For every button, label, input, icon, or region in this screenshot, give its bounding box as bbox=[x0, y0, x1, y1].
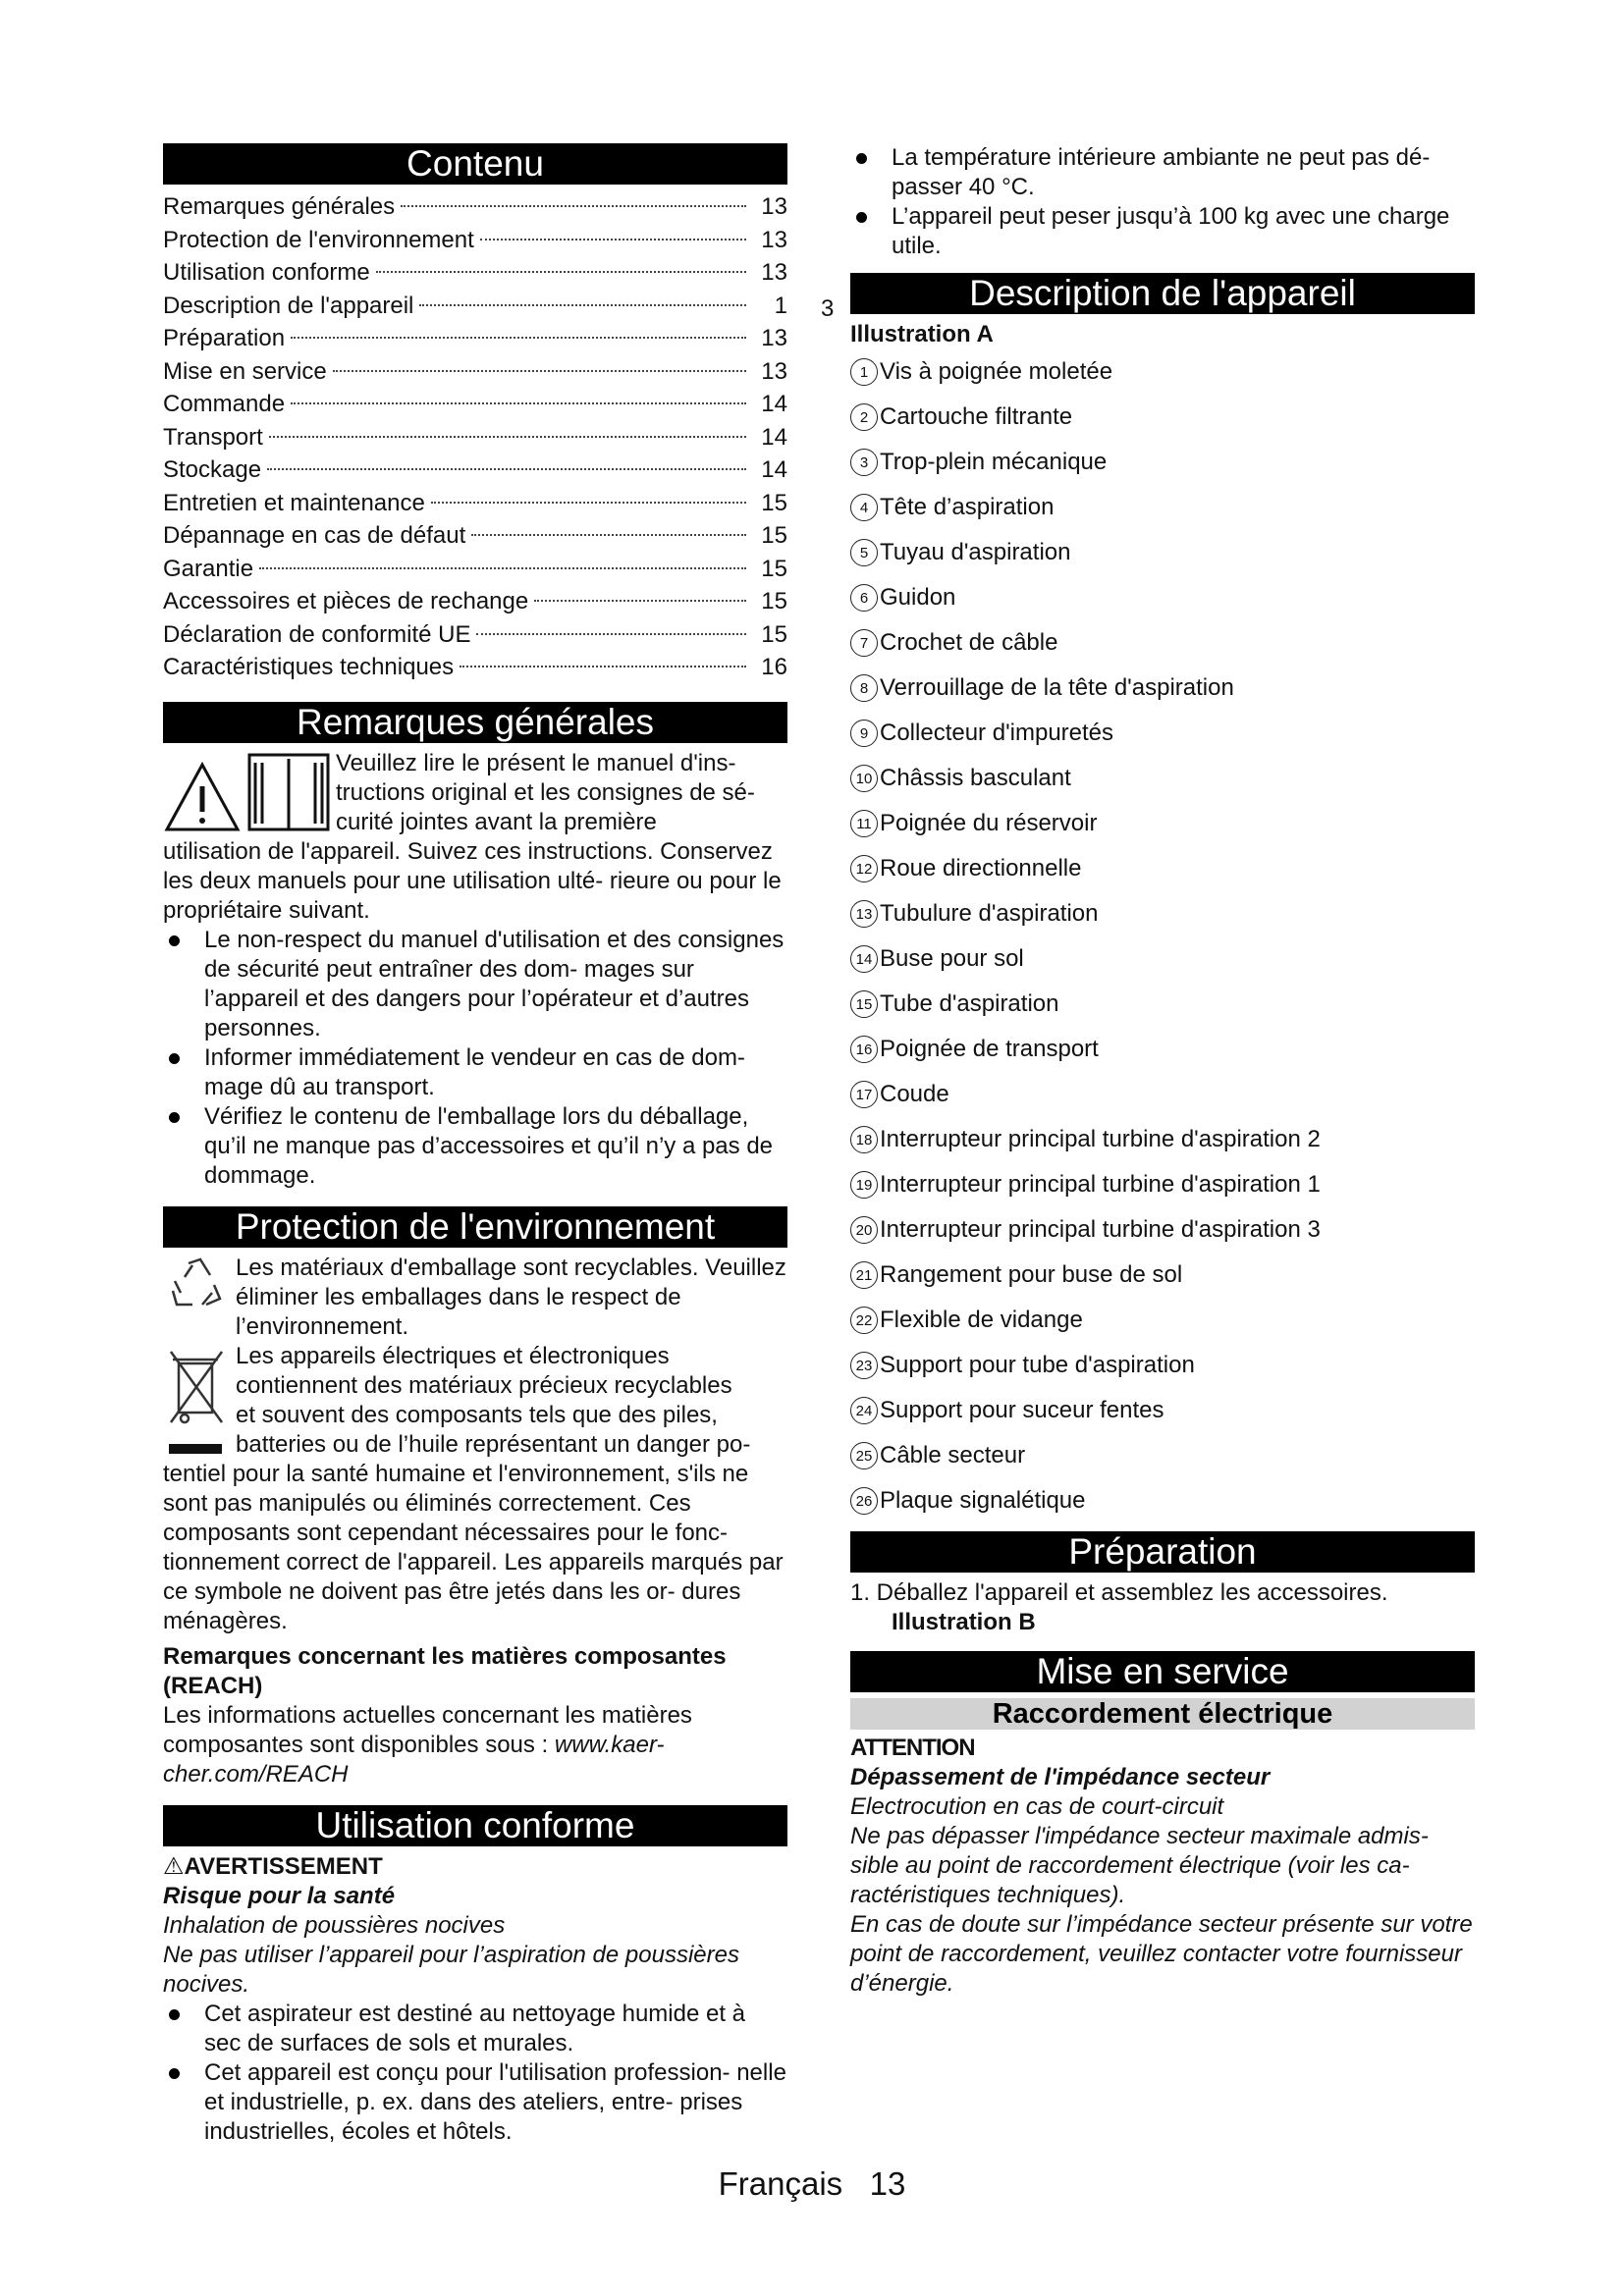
toc-entry-page: 14 bbox=[761, 456, 787, 483]
toc-leader-dots bbox=[460, 666, 746, 667]
toc-entry[interactable] bbox=[163, 553, 787, 586]
risk-title: Risque pour la santé bbox=[163, 1882, 396, 1909]
list-item: Cet appareil est conçu pour l'utilisation profession- nelle et industrielle, p. ex. dans des ateliers, entre- prises industrielles, écoles et hôtels. bbox=[163, 2058, 787, 2147]
toc-heading: Contenu bbox=[163, 143, 787, 185]
reach-text bbox=[163, 1701, 787, 1789]
component-number: 4 bbox=[850, 494, 878, 521]
component-label: Guidon bbox=[880, 584, 956, 611]
toc-leader-dots bbox=[476, 633, 746, 635]
toc-entry-page: 15 bbox=[761, 555, 787, 582]
weee-line-4: batteries ou de l’huile représentant un danger po- bbox=[236, 1430, 751, 1458]
component-number: 5 bbox=[850, 539, 878, 566]
component-item bbox=[850, 846, 1475, 891]
packaging-text: Les matériaux d'emballage sont recyclables. Veuillez éliminer les emballages dans le respect de l’environnement. bbox=[236, 1254, 786, 1340]
component-label: Buse pour sol bbox=[880, 945, 1024, 972]
toc-leader-dots bbox=[269, 436, 746, 438]
risk-cause: Inhalation de poussières nocives bbox=[163, 1911, 506, 1939]
component-item bbox=[850, 1298, 1475, 1343]
component-item bbox=[850, 1117, 1475, 1162]
attention-cause: Electrocution en cas de court-circuit bbox=[850, 1793, 1224, 1820]
toc-entry[interactable] bbox=[163, 388, 787, 421]
component-label: Vis à poignée moletée bbox=[880, 358, 1113, 385]
environment-heading: Protection de l'environnement bbox=[163, 1206, 787, 1248]
attention-text-1: Ne pas dépasser l'impédance secteur maximale admis- sible au point de raccordement électrique (voir les ca- ractéristiques techniques). bbox=[850, 1823, 1429, 1908]
component-item bbox=[850, 1162, 1475, 1207]
toc-entry-page: 13 bbox=[761, 226, 787, 253]
component-number: 23 bbox=[850, 1352, 878, 1379]
toc-entry-title: Stockage bbox=[163, 456, 262, 483]
reach-link[interactable]: www.kaer- cher.com/REACH bbox=[163, 1731, 665, 1788]
toc-entry[interactable] bbox=[163, 290, 787, 323]
illustration-b-label: Illustration B bbox=[892, 1609, 1036, 1635]
right-column bbox=[850, 143, 1475, 1999]
attention-label: ATTENTION bbox=[850, 1735, 975, 1761]
toc-entry[interactable] bbox=[163, 224, 787, 257]
list-item: La température intérieure ambiante ne peut pas dé- passer 40 °C. bbox=[850, 143, 1475, 202]
toc-entry-page: 15 bbox=[761, 620, 787, 648]
component-label: Poignée du réservoir bbox=[880, 810, 1098, 836]
component-number: 6 bbox=[850, 584, 878, 612]
toc-entry-title: Préparation bbox=[163, 325, 286, 351]
toc-entry-page: 14 bbox=[761, 423, 787, 451]
general-intro-line-1: Veuillez lire le présent le manuel d'ins- bbox=[336, 749, 736, 776]
weee-line-3: et souvent des composants tels que des piles, bbox=[236, 1401, 718, 1428]
toc-entry-page: 1 bbox=[774, 292, 787, 319]
component-label: Verrouillage de la tête d'aspiration bbox=[880, 674, 1234, 701]
list-item: Vérifiez le contenu de l'emballage lors du déballage, qu’il ne manque pas d’accessoires et qu’il n’y a pas de dommage. bbox=[163, 1102, 787, 1191]
illustration-a-label: Illustration A bbox=[850, 321, 994, 347]
component-label: Cartouche filtrante bbox=[880, 403, 1073, 430]
component-number: 2 bbox=[850, 403, 878, 431]
component-label: Collecteur d'impuretés bbox=[880, 720, 1114, 746]
component-label: Rangement pour buse de sol bbox=[880, 1261, 1183, 1288]
component-item bbox=[850, 1343, 1475, 1388]
general-intro bbox=[163, 749, 787, 837]
component-label: Tuyau d'aspiration bbox=[880, 539, 1071, 565]
toc-entry-page: 13 bbox=[761, 325, 787, 351]
list-item: Le non-respect du manuel d'utilisation et des consignes de sécurité peut entraîner des dom- mages sur l’appareil et des dangers pour l’opérateur et d’autres personnes. bbox=[163, 926, 787, 1043]
page-footer bbox=[0, 2164, 1624, 2204]
toc-leader-dots bbox=[401, 205, 746, 207]
general-intro-line-3: curité jointes avant la première bbox=[336, 808, 657, 835]
toc-entry-page: 13 bbox=[761, 193, 787, 220]
component-item bbox=[850, 891, 1475, 936]
toc-entry-title: Entretien et maintenance bbox=[163, 489, 425, 516]
toc-entry[interactable] bbox=[163, 421, 787, 454]
weee-bin-icon bbox=[163, 1342, 232, 1458]
component-number: 19 bbox=[850, 1171, 878, 1199]
limits-bullets bbox=[850, 143, 1475, 261]
component-item bbox=[850, 1072, 1475, 1117]
warning-label: ⚠AVERTISSEMENT bbox=[163, 1852, 383, 1880]
component-label: Trop-plein mécanique bbox=[880, 449, 1108, 475]
toc-entry-page: 13 bbox=[761, 259, 787, 286]
toc-entry-title: Transport bbox=[163, 423, 263, 451]
reach-text-body: Les informations actuelles concernant les matières composantes sont disponibles sous : bbox=[163, 1701, 692, 1758]
component-item bbox=[850, 982, 1475, 1027]
recycling-icon bbox=[163, 1254, 232, 1316]
toc-entry-title: Déclaration de conformité UE bbox=[163, 620, 471, 648]
toc-entry[interactable] bbox=[163, 355, 787, 389]
left-column bbox=[163, 143, 787, 2147]
component-label: Poignée de transport bbox=[880, 1036, 1099, 1062]
component-item bbox=[850, 711, 1475, 756]
component-number: 12 bbox=[850, 855, 878, 882]
stray-page-digit: 3 bbox=[821, 295, 835, 322]
component-number: 25 bbox=[850, 1442, 878, 1469]
component-item bbox=[850, 620, 1475, 666]
component-label: Tube d'aspiration bbox=[880, 990, 1059, 1017]
toc-entry-title: Accessoires et pièces de rechange bbox=[163, 588, 529, 614]
weee-line-2: contiennent des matériaux précieux recyclables bbox=[236, 1371, 732, 1399]
toc-entry-title: Garantie bbox=[163, 555, 254, 582]
toc-entry-title: Dépannage en cas de défaut bbox=[163, 522, 466, 549]
component-item bbox=[850, 1478, 1475, 1523]
risk-action: Ne pas utiliser l’appareil pour l’aspiration de poussières nocives. bbox=[163, 1941, 739, 1998]
component-label: Interrupteur principal turbine d'aspiration 2 bbox=[880, 1126, 1321, 1152]
component-number: 13 bbox=[850, 900, 878, 928]
toc-entry-page: 16 bbox=[761, 654, 787, 680]
general-heading: Remarques générales bbox=[163, 702, 787, 743]
general-intro-line-2: tructions original et les consignes de sé- bbox=[336, 778, 755, 806]
list-item: L’appareil peut peser jusqu’à 100 kg avec une charge utile. bbox=[850, 202, 1475, 261]
attention-text-2: En cas de doute sur l’impédance secteur présente sur votre point de raccordement, veuillez contacter votre fournisseur d’énergie. bbox=[850, 1911, 1473, 1997]
commissioning-heading: Mise en service bbox=[850, 1651, 1475, 1692]
toc-leader-dots bbox=[471, 534, 746, 536]
component-item bbox=[850, 349, 1475, 395]
component-item bbox=[850, 1027, 1475, 1072]
component-number: 8 bbox=[850, 674, 878, 702]
toc-entry-page: 13 bbox=[761, 357, 787, 385]
toc-leader-dots bbox=[376, 271, 746, 273]
component-label: Tubulure d'aspiration bbox=[880, 900, 1099, 927]
component-item bbox=[850, 1388, 1475, 1433]
table-of-contents bbox=[163, 190, 787, 684]
component-label: Roue directionnelle bbox=[880, 855, 1082, 881]
toc-leader-dots bbox=[333, 370, 746, 372]
component-item bbox=[850, 395, 1475, 440]
toc-leader-dots bbox=[291, 337, 746, 339]
component-number: 7 bbox=[850, 629, 878, 657]
toc-entry-page: 14 bbox=[761, 391, 787, 417]
toc-entry[interactable] bbox=[163, 487, 787, 520]
toc-entry[interactable] bbox=[163, 519, 787, 553]
toc-leader-dots bbox=[419, 304, 746, 306]
component-item bbox=[850, 801, 1475, 846]
component-number: 21 bbox=[850, 1261, 878, 1289]
general-intro-rest: utilisation de l'appareil. Suivez ces instructions. Conservez les deux manuels pour une utilisation ulté- rieure ou pour le propriétaire suivant. bbox=[163, 837, 782, 924]
component-label: Tête d’aspiration bbox=[880, 494, 1055, 520]
toc-entry-page: 15 bbox=[761, 522, 787, 549]
component-label: Support pour tube d'aspiration bbox=[880, 1352, 1195, 1378]
component-label: Interrupteur principal turbine d'aspiration 3 bbox=[880, 1216, 1321, 1243]
component-item bbox=[850, 756, 1475, 801]
component-number: 15 bbox=[850, 990, 878, 1018]
preparation-heading: Préparation bbox=[850, 1531, 1475, 1573]
list-item: Cet aspirateur est destiné au nettoyage humide et à sec de surfaces de sols et murales. bbox=[163, 2000, 787, 2058]
component-number: 22 bbox=[850, 1307, 878, 1334]
component-label: Plaque signalétique bbox=[880, 1487, 1086, 1514]
toc-entry[interactable] bbox=[163, 618, 787, 652]
general-bullets bbox=[163, 926, 787, 1191]
packaging-block bbox=[163, 1254, 787, 1342]
toc-entry-title: Mise en service bbox=[163, 357, 327, 385]
component-item bbox=[850, 1253, 1475, 1298]
toc-entry[interactable] bbox=[163, 651, 787, 684]
component-number: 1 bbox=[850, 358, 878, 386]
component-number: 16 bbox=[850, 1036, 878, 1063]
reach-heading: Remarques concernant les matières composantes (REACH) bbox=[163, 1642, 727, 1699]
toc-entry[interactable] bbox=[163, 322, 787, 355]
toc-entry-title: Description de l'appareil bbox=[163, 292, 414, 319]
intended-use-heading: Utilisation conforme bbox=[163, 1805, 787, 1846]
attention-title: Dépassement de l'impédance secteur bbox=[850, 1764, 1271, 1790]
component-item bbox=[850, 485, 1475, 530]
toc-entry-title: Commande bbox=[163, 391, 286, 417]
component-number: 20 bbox=[850, 1216, 878, 1244]
toc-entry-page: 15 bbox=[761, 489, 787, 516]
toc-leader-dots bbox=[431, 502, 746, 504]
component-item bbox=[850, 936, 1475, 982]
component-number: 18 bbox=[850, 1126, 878, 1153]
toc-entry[interactable] bbox=[163, 454, 787, 487]
electrical-connection-subheading: Raccordement électrique bbox=[850, 1698, 1475, 1730]
toc-entry-title: Remarques générales bbox=[163, 193, 396, 220]
components-list bbox=[850, 349, 1475, 1523]
toc-leader-dots bbox=[291, 402, 746, 404]
component-item bbox=[850, 666, 1475, 711]
component-number: 11 bbox=[850, 810, 878, 837]
toc-entry[interactable] bbox=[163, 190, 787, 224]
component-label: Coude bbox=[880, 1081, 949, 1107]
description-heading: Description de l'appareil bbox=[850, 273, 1475, 314]
toc-entry-title: Utilisation conforme bbox=[163, 259, 370, 286]
component-label: Câble secteur bbox=[880, 1442, 1026, 1468]
component-item bbox=[850, 575, 1475, 620]
toc-leader-dots bbox=[534, 600, 746, 602]
component-number: 24 bbox=[850, 1397, 878, 1424]
component-number: 17 bbox=[850, 1081, 878, 1108]
component-item bbox=[850, 1207, 1475, 1253]
footer-language: Français bbox=[718, 2165, 843, 2202]
weee-block bbox=[163, 1342, 787, 1460]
preparation-step: 1. Déballez l'appareil et assemblez les accessoires. bbox=[850, 1579, 1388, 1606]
component-label: Interrupteur principal turbine d'aspiration 1 bbox=[880, 1171, 1321, 1198]
weee-line-1: Les appareils électriques et électroniques bbox=[236, 1342, 670, 1369]
component-label: Crochet de câble bbox=[880, 629, 1058, 656]
toc-entry[interactable] bbox=[163, 585, 787, 618]
toc-leader-dots bbox=[267, 468, 746, 470]
component-number: 14 bbox=[850, 945, 878, 973]
list-item: Informer immédiatement le vendeur en cas de dom- mage dû au transport. bbox=[163, 1043, 787, 1102]
component-label: Châssis basculant bbox=[880, 765, 1071, 791]
toc-entry-title: Protection de l'environnement bbox=[163, 226, 474, 253]
component-number: 9 bbox=[850, 720, 878, 747]
component-label: Support pour suceur fentes bbox=[880, 1397, 1164, 1423]
component-item bbox=[850, 530, 1475, 575]
intended-use-bullets bbox=[163, 2000, 787, 2147]
component-number: 26 bbox=[850, 1487, 878, 1515]
toc-entry-page: 15 bbox=[761, 588, 787, 614]
toc-entry-title: Caractéristiques techniques bbox=[163, 654, 455, 680]
toc-entry[interactable] bbox=[163, 256, 787, 290]
toc-leader-dots bbox=[480, 239, 746, 240]
component-item bbox=[850, 1433, 1475, 1478]
toc-leader-dots bbox=[259, 567, 746, 569]
component-item bbox=[850, 440, 1475, 485]
component-label: Flexible de vidange bbox=[880, 1307, 1083, 1333]
weee-text: tentiel pour la santé humaine et l'environnement, s'ils ne sont pas manipulés ou éliminés correctement. Ces composants sont cependant nécessaires pour le fonc- tionnement correct de l'appareil. Les appareils marqués par ce symbole ne doivent pas être jetés dans les or- dures ménagères. bbox=[163, 1460, 784, 1634]
footer-page-number: 13 bbox=[869, 2165, 906, 2202]
component-number: 3 bbox=[850, 449, 878, 476]
warning-manual-icon bbox=[163, 749, 336, 835]
component-number: 10 bbox=[850, 765, 878, 792]
